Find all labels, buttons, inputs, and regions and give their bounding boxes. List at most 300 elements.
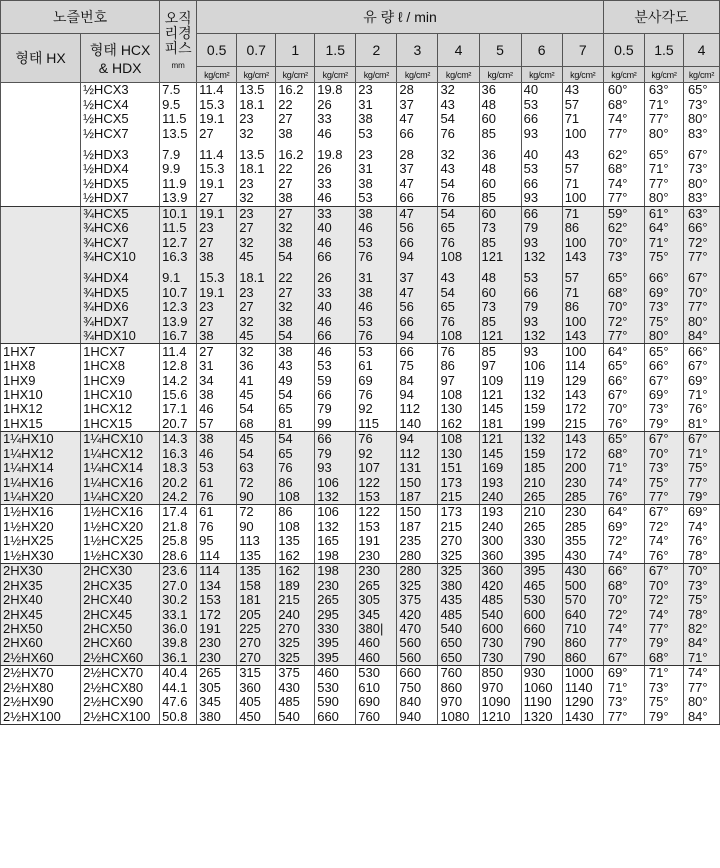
flow-cell: 45 [237,432,276,447]
flow-cell: 750 [397,681,438,695]
angle-cell: 74° [603,622,644,636]
flow-cell: 100 [562,344,603,359]
hcx-model-cell: 1HCX10 [81,388,160,402]
angle-cell: 72° [683,235,719,249]
flow-cell: 106 [315,505,356,520]
angle-cell: 74° [644,607,683,621]
flow-cell: 132 [521,388,562,402]
flow-cell: 460 [315,666,356,681]
orifice-cell: 14.3 [160,432,197,447]
flow-cell: 53 [356,191,397,206]
angle-cell: 72° [603,534,644,548]
flow-cell: 395 [521,549,562,564]
flow-cell: 121 [479,432,521,447]
flow-cell: 405 [237,695,276,709]
flow-cell: 43 [438,97,479,111]
flow-cell: 53 [197,461,237,475]
flow-cell: 66 [315,250,356,264]
table-row [1,490,720,505]
flow-cell: 31 [356,271,397,285]
flow-cell: 153 [356,490,397,505]
flow-cell: 143 [562,250,603,264]
flow-cell: 660 [521,622,562,636]
hcx-model-cell: 1¼HCX16 [81,475,160,489]
flow-cell: 93 [315,461,356,475]
flow-cell: 27 [237,221,276,235]
flow-cell: 94 [397,388,438,402]
table-row [1,359,720,373]
flow-cell: 172 [562,402,603,416]
flow-cell: 730 [479,636,521,650]
table-row [1,148,720,162]
table-row [1,344,720,359]
angle-cell: 77° [644,177,683,191]
hx-model-cell: 2HX45 [1,607,81,621]
angle-cell: 77° [603,329,644,344]
flow-cell: 560 [397,651,438,666]
hcx-model-cell: ¾HDX7 [81,315,160,329]
angle-cell: 62° [603,221,644,235]
flow-cell: 27 [276,112,315,126]
hx-model-cell: 1HX10 [1,388,81,402]
angle-cell: 67° [644,505,683,520]
orifice-cell: 33.1 [160,607,197,621]
hcx-model-cell: 1HCX7 [81,344,160,359]
flow-cell: 65 [276,447,315,461]
flow-cell: 240 [479,490,521,505]
flow-cell: 79 [521,221,562,235]
table-row [1,191,720,206]
orifice-cell: 27.0 [160,578,197,592]
orifice-cell: 18.3 [160,461,197,475]
angle-cell: 82° [683,622,719,636]
unit-label: kg/cm² [603,67,644,83]
flow-cell: 90 [237,490,276,505]
hcx-model-cell: 2HCX45 [81,607,160,621]
table-row [1,271,720,285]
hcx-model-cell: 2HCX60 [81,636,160,650]
flow-cell: 43 [562,148,603,162]
flow-cell: 132 [521,250,562,264]
angle-cell: 80° [644,329,683,344]
angle-cell: 75° [644,250,683,264]
flow-cell: 61 [197,475,237,489]
table-row [1,315,720,329]
flow-cell: 18.1 [237,162,276,176]
flow-cell: 38 [197,329,237,344]
flow-cell: 26 [315,271,356,285]
angle-cell: 80° [683,112,719,126]
flow-cell: 43 [438,162,479,176]
angle-cell: 83° [683,191,719,206]
hcx-model-cell: ¾HDX4 [81,271,160,285]
flow-cell: 38 [197,388,237,402]
hx-model-cell: 1HX9 [1,373,81,387]
hx-model-cell: 2HX60 [1,636,81,650]
angle-cell: 67° [603,388,644,402]
angle-cell: 77° [683,681,719,695]
angle-cell: 71° [603,681,644,695]
flow-cell: 132 [521,329,562,344]
flow-cell: 23 [197,221,237,235]
flow-cell: 16.2 [276,83,315,98]
table-row [1,593,720,607]
hx-model-cell: 1¼HX14 [1,461,81,475]
flow-cell: 41 [237,373,276,387]
orifice-cell: 23.6 [160,564,197,579]
flow-cell: 86 [276,505,315,520]
flow-cell: 107 [356,461,397,475]
flow-cell: 85 [479,315,521,329]
flow-cell: 210 [521,475,562,489]
orifice-cell: 9.9 [160,162,197,176]
orifice-cell: 40.4 [160,666,197,681]
flow-cell: 32 [237,235,276,249]
flow-cell: 112 [397,402,438,416]
flow-cell: 395 [315,651,356,666]
flow-cell: 100 [562,235,603,249]
hx-model-cell: 2½HX60 [1,651,81,666]
flow-cell: 66 [397,315,438,329]
orifice-cell: 13.9 [160,315,197,329]
flow-cell: 32 [276,300,315,314]
angle-cell: 67° [683,359,719,373]
angle-cell: 71° [683,447,719,461]
orifice-cell: 16.7 [160,329,197,344]
orifice-cell: 17.1 [160,402,197,416]
orifice-cell: 11.4 [160,344,197,359]
angle-cell: 73° [603,250,644,264]
angle-cell: 70° [644,578,683,592]
flow-cell: 60 [479,286,521,300]
flow-cell: 159 [521,447,562,461]
flow-cell: 325 [438,564,479,579]
flow-cell: 76 [438,126,479,140]
flow-cell: 23 [237,177,276,191]
flow-cell: 325 [397,578,438,592]
flow-cell: 11.4 [197,148,237,162]
flow-cell: 150 [397,505,438,520]
flow-cell: 1080 [438,709,479,724]
hx-model-cell [1,97,81,111]
pressure-header: 4 [438,34,479,67]
flow-cell: 53 [315,359,356,373]
flow-cell: 132 [315,520,356,534]
angle-cell: 76° [644,549,683,564]
hcx-model-cell: 1¼HCX12 [81,447,160,461]
flow-cell: 230 [562,475,603,489]
hcx-model-cell: ¾HDX5 [81,286,160,300]
flow-cell: 54 [438,206,479,221]
flow-cell: 43 [438,271,479,285]
hcx-model-cell: 2½HCX70 [81,666,160,681]
hcx-model-cell: 1½HCX20 [81,520,160,534]
flow-cell: 46 [315,126,356,140]
flow-cell: 470 [397,622,438,636]
flow-cell: 135 [237,549,276,564]
flow-cell: 46 [315,235,356,249]
hcx-model-cell: ½HDX5 [81,177,160,191]
angle-cell: 83° [683,126,719,140]
flow-cell: 54 [438,177,479,191]
unit-label: kg/cm² [521,67,562,83]
flow-cell: 66 [315,432,356,447]
flow-cell: 45 [237,250,276,264]
flow-cell: 38 [276,344,315,359]
table-row [1,681,720,695]
flow-cell: 112 [397,447,438,461]
flow-cell: 330 [521,534,562,548]
flow-cell: 215 [438,490,479,505]
flow-cell: 115 [356,417,397,432]
flow-cell: 121 [479,250,521,264]
angle-cell: 63° [644,83,683,98]
angle-cell: 73° [683,97,719,111]
flow-cell: 15.3 [197,162,237,176]
flow-cell: 38 [276,235,315,249]
hcx-model-cell: ½HDX4 [81,162,160,176]
angle-cell: 68° [603,97,644,111]
orifice-cell: 10.1 [160,206,197,221]
hx-model-cell: 1HX12 [1,402,81,416]
hx-model-cell: 1HX15 [1,417,81,432]
flow-cell: 54 [237,402,276,416]
flow-cell: 940 [397,709,438,724]
angle-cell: 67° [683,271,719,285]
flow-cell: 31 [356,97,397,111]
flow-cell: 47 [397,286,438,300]
flow-cell: 37 [397,271,438,285]
flow-cell: 460 [356,651,397,666]
flow-cell: 60 [479,177,521,191]
flow-cell: 57 [562,162,603,176]
flow-cell: 129 [562,373,603,387]
orifice-cell: 12.3 [160,300,197,314]
flow-cell: 590 [315,695,356,709]
hx-model-cell: 1HX7 [1,344,81,359]
hcx-model-cell: 2HCX30 [81,564,160,579]
flow-cell: 72 [237,475,276,489]
orifice-cell: 39.8 [160,636,197,650]
angle-cell: 74° [683,520,719,534]
table-row [1,549,720,564]
flow-cell: 33 [315,112,356,126]
flow-cell: 23 [237,112,276,126]
flow-cell: 76 [356,329,397,344]
flow-cell: 69 [356,373,397,387]
hx-model-cell [1,286,81,300]
flow-cell: 32 [237,344,276,359]
flow-cell: 610 [356,681,397,695]
flow-cell: 16.2 [276,148,315,162]
flow-cell: 860 [562,651,603,666]
angle-cell: 71° [644,666,683,681]
flow-cell: 54 [276,388,315,402]
angle-cell: 77° [683,475,719,489]
hcx-model-cell: 2HCX40 [81,593,160,607]
unit-label: kg/cm² [197,67,237,83]
flow-cell: 230 [197,651,237,666]
flow-cell: 94 [397,432,438,447]
angle-cell: 66° [683,344,719,359]
flow-cell: 325 [276,636,315,650]
flow-cell: 210 [521,505,562,520]
flow-cell: 205 [237,607,276,621]
flow-cell: 86 [438,359,479,373]
flow-cell: 430 [276,681,315,695]
angle-cell: 77° [644,490,683,505]
flow-cell: 68 [237,417,276,432]
flow-cell: 1000 [562,666,603,681]
angle-cell: 80° [683,177,719,191]
table-row [1,695,720,709]
flow-cell: 66 [397,126,438,140]
flow-cell: 38 [276,191,315,206]
flow-cell: 690 [356,695,397,709]
unit-label: kg/cm² [562,67,603,83]
flow-cell: 76 [197,520,237,534]
angle-cell: 67° [644,373,683,387]
angle-cell: 80° [683,315,719,329]
table-row [1,534,720,548]
flow-cell: 76 [438,344,479,359]
flow-cell: 40 [521,148,562,162]
flow-cell: 22 [276,271,315,285]
angle-cell: 71° [644,162,683,176]
flow-cell: 93 [521,126,562,140]
flow-cell: 1210 [479,709,521,724]
flow-cell: 93 [521,235,562,249]
flow-cell: 200 [562,461,603,475]
angle-cell: 64° [644,221,683,235]
hcx-model-cell: 1¼HCX10 [81,432,160,447]
orifice-cell: 14.2 [160,373,197,387]
flow-cell: 530 [356,666,397,681]
angle-cell: 66° [603,373,644,387]
flow-cell: 86 [562,300,603,314]
flow-cell: 121 [479,388,521,402]
flow-cell: 191 [356,534,397,548]
hcx-model-cell: 1HCX9 [81,373,160,387]
flow-cell: 380| [356,622,397,636]
orifice-cell: 11.9 [160,177,197,191]
flow-cell: 63 [237,461,276,475]
table-row [1,162,720,176]
flow-cell: 38 [276,315,315,329]
hx-model-cell: 1¼HX20 [1,490,81,505]
orifice-cell: 11.5 [160,112,197,126]
flow-cell: 395 [521,564,562,579]
flow-cell: 215 [562,417,603,432]
flow-cell: 230 [562,505,603,520]
pressure-header: 1 [276,34,315,67]
flow-cell: 46 [356,221,397,235]
flow-cell: 33 [315,286,356,300]
flow-cell: 173 [438,505,479,520]
flow-cell: 40 [521,83,562,98]
flow-cell: 660 [315,709,356,724]
flow-cell: 540 [438,622,479,636]
flow-cell: 187 [397,490,438,505]
flow-cell: 46 [197,402,237,416]
angle-cell: 75° [644,695,683,709]
angle-cell: 73° [644,681,683,695]
flow-cell: 85 [479,344,521,359]
flow-cell: 265 [315,593,356,607]
flow-cell: 230 [356,564,397,579]
flow-cell: 79 [315,402,356,416]
flow-cell: 32 [438,83,479,98]
orifice-cell: 50.8 [160,709,197,724]
flow-cell: 108 [438,329,479,344]
flow-cell: 530 [315,681,356,695]
angle-cell: 77° [683,300,719,314]
flow-cell: 122 [356,505,397,520]
flow-cell: 600 [479,622,521,636]
unit-label: kg/cm² [356,67,397,83]
angle-cell: 76° [683,402,719,416]
flow-cell: 40 [315,221,356,235]
flow-cell: 65 [438,300,479,314]
flow-cell: 158 [237,578,276,592]
table-row [1,402,720,416]
flow-cell: 19.1 [197,177,237,191]
unit-label: kg/cm² [276,67,315,83]
table-row [1,112,720,126]
angle-cell: 61° [644,206,683,221]
flow-cell: 121 [479,329,521,344]
flow-cell: 18.1 [237,97,276,111]
table-row [1,666,720,681]
flow-cell: 162 [438,417,479,432]
angle-cell: 73° [644,461,683,475]
flow-cell: 76 [438,315,479,329]
flow-cell: 72 [237,505,276,520]
flow-cell: 1060 [521,681,562,695]
flow-cell: 119 [521,373,562,387]
flow-cell: 660 [397,666,438,681]
flow-cell: 151 [438,461,479,475]
type-hcx-hdx-header: 형태 HCX & HDX [81,34,160,83]
flow-cell: 375 [276,666,315,681]
flow-cell: 23 [237,286,276,300]
orifice-cell: 44.1 [160,681,197,695]
angle-cell: 68° [644,651,683,666]
flow-cell: 191 [197,622,237,636]
flow-cell: 31 [356,162,397,176]
flow-cell: 90 [237,520,276,534]
flow-cell: 38 [276,126,315,140]
orifice-cell: 11.5 [160,221,197,235]
angle-cell: 79° [683,490,719,505]
flow-cell: 86 [276,475,315,489]
flow-cell: 159 [521,402,562,416]
angle-cell: 76° [603,490,644,505]
orifice-cell: 20.7 [160,417,197,432]
flow-cell: 280 [397,564,438,579]
angle-cell: 74° [603,112,644,126]
flow-cell: 270 [237,636,276,650]
flow-cell: 465 [521,578,562,592]
flow-cell: 18.1 [237,271,276,285]
orifice-diameter-header: 오직 리경 피스mm [160,1,197,83]
flow-cell: 650 [438,651,479,666]
flow-cell: 19.1 [197,112,237,126]
flow-cell: 270 [276,622,315,636]
flow-cell: 81 [276,417,315,432]
flow-cell: 92 [356,402,397,416]
flow-cell: 94 [397,250,438,264]
